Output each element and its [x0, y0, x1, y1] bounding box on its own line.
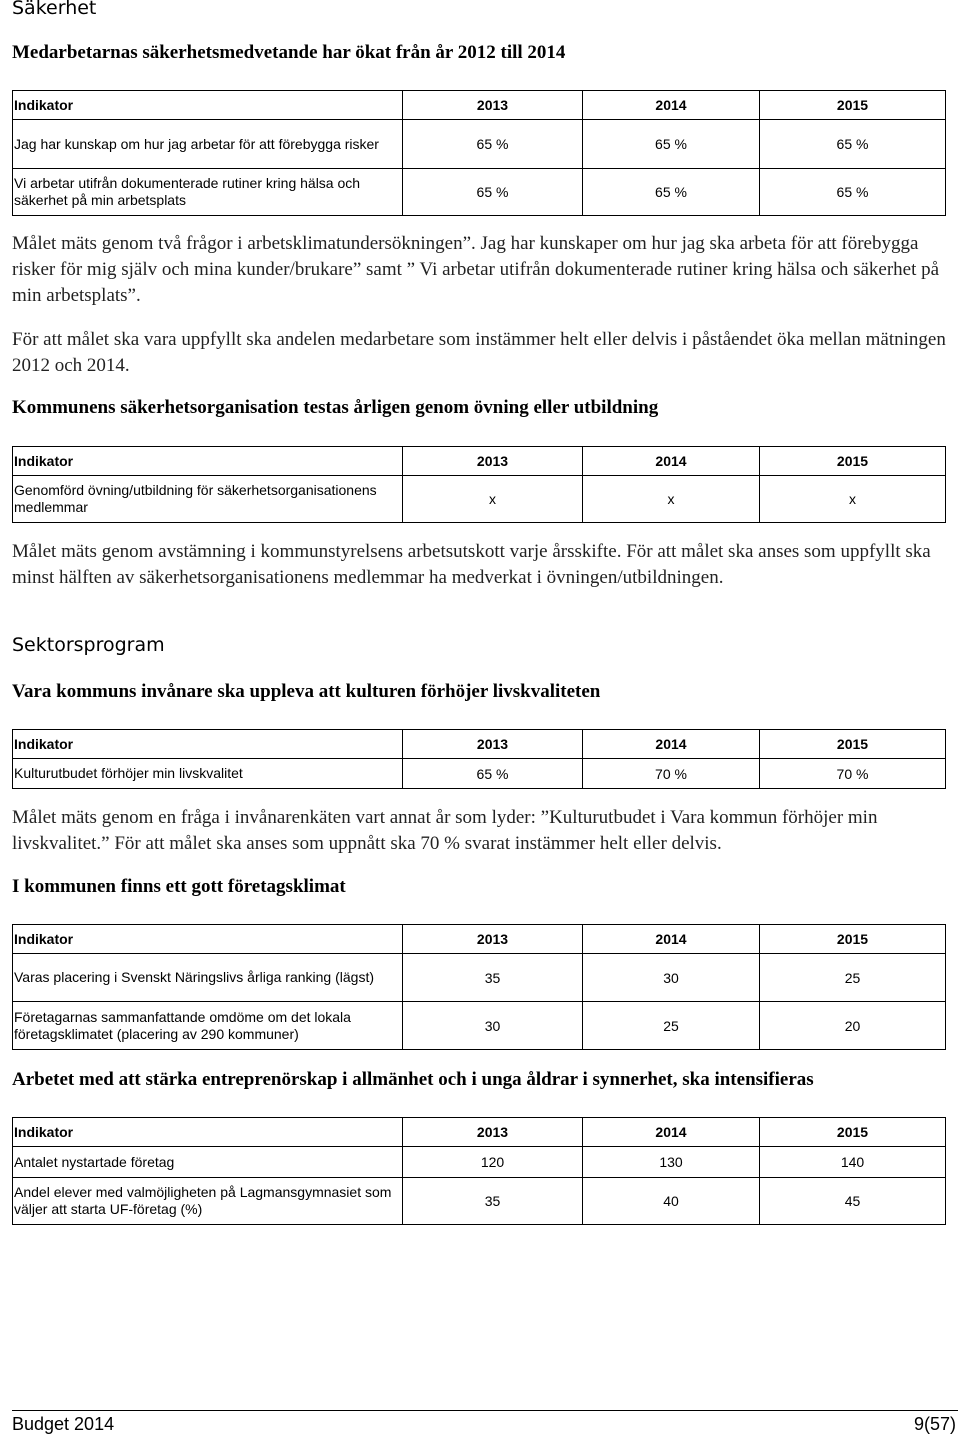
section-title-sakerhet: Säkerhet	[12, 0, 97, 19]
table-header-year: 2014	[583, 91, 760, 120]
indicator-value: 45	[760, 1178, 946, 1225]
table-header-year: 2015	[760, 91, 946, 120]
indicator-value: 65 %	[403, 759, 583, 789]
paragraph: För att målet ska vara uppfyllt ska andelen medarbetare som instämmer helt eller delvis i påståendet öka mellan mätningen 2012 och 2014.	[12, 329, 946, 376]
indicator-value: 35	[403, 954, 583, 1002]
table-header-year: 2013	[403, 91, 583, 120]
indicator-label: Vi arbetar utifrån dokumenterade rutiner kring hälsa och säkerhet på min arbetsplats	[13, 169, 403, 216]
goal-heading: Arbetet med att stärka entreprenörskap i allmänhet och i unga åldrar i synnerhet, ska intensifieras	[12, 1069, 814, 1090]
table-row	[13, 476, 946, 523]
indicator-value: 65 %	[583, 120, 760, 169]
indicator-table	[12, 90, 946, 216]
indicator-table	[12, 446, 946, 523]
indicator-value: 30	[583, 954, 760, 1002]
table-header-year: 2013	[403, 1118, 583, 1147]
indicator-value: 130	[583, 1147, 760, 1178]
footer-page-number: 9(57)	[913, 1414, 956, 1434]
table-row	[13, 120, 946, 169]
table-header-year: 2015	[760, 925, 946, 954]
footer-divider	[12, 1410, 958, 1411]
paragraph: Målet mäts genom två frågor i arbetsklimatundersökningen”. Jag har kunskaper om hur jag ska arbeta för att förebygga risker för mig själv och mina kunder/brukare” samt ” Vi arbetar utifrån dokumenterade rutiner kring hälsa och säkerhet på min arbetsplats”.	[12, 233, 940, 306]
table-row	[13, 1178, 946, 1225]
table-header-indikator: Indikator	[13, 730, 403, 759]
indicator-value: 25	[760, 954, 946, 1002]
indicator-value: 25	[583, 1002, 760, 1050]
indicator-value: 140	[760, 1147, 946, 1178]
table-header-year: 2014	[583, 730, 760, 759]
indicator-value: x	[760, 476, 946, 523]
paragraph: Målet mäts genom avstämning i kommunstyrelsens arbetsutskott varje årsskifte. För att målet ska anses som uppfyllt ska minst hälften av säkerhetsorganisationens medlemmar ha medverkat i övningen/utbildningen.	[12, 541, 931, 588]
table-header-year: 2014	[583, 1118, 760, 1147]
indicator-value: 65 %	[583, 169, 760, 216]
indicator-value: 120	[403, 1147, 583, 1178]
indicator-value: x	[583, 476, 760, 523]
table-row	[13, 169, 946, 216]
table-header-year: 2015	[760, 730, 946, 759]
indicator-value: 65 %	[760, 169, 946, 216]
goal-heading: Vara kommuns invånare ska uppleva att kulturen förhöjer livskvaliteten	[12, 681, 601, 702]
indicator-table	[12, 924, 946, 1050]
table-header-year: 2014	[583, 925, 760, 954]
indicator-value: 70 %	[583, 759, 760, 789]
table-row	[13, 1002, 946, 1050]
goal-heading: Kommunens säkerhetsorganisation testas årligen genom övning eller utbildning	[12, 397, 659, 418]
indicator-table	[12, 1117, 946, 1225]
indicator-label: Företagarnas sammanfattande omdöme om det lokala företagsklimatet (placering av 290 kommuner)	[13, 1002, 403, 1050]
indicator-label: Genomförd övning/utbildning för säkerhetsorganisationens medlemmar	[13, 476, 403, 523]
indicator-value: 20	[760, 1002, 946, 1050]
table-header-year: 2014	[583, 447, 760, 476]
indicator-label: Varas placering i Svenskt Näringslivs årliga ranking (lägst)	[13, 954, 403, 1002]
table-header-year: 2013	[403, 925, 583, 954]
indicator-value: 65 %	[403, 120, 583, 169]
indicator-label: Andel elever med valmöjligheten på Lagmansgymnasiet som väljer att starta UF-företag (%)	[13, 1178, 403, 1225]
indicator-value: 65 %	[403, 169, 583, 216]
table-header-indikator: Indikator	[13, 925, 403, 954]
indicator-label: Antalet nystartade företag	[13, 1147, 403, 1178]
goal-heading: Medarbetarnas säkerhetsmedvetande har ökat från år 2012 till 2014	[12, 42, 566, 63]
table-row	[13, 1147, 946, 1178]
table-header-indikator: Indikator	[13, 447, 403, 476]
indicator-table	[12, 729, 946, 789]
table-header-indikator: Indikator	[13, 91, 403, 120]
footer-document-title: Budget 2014	[12, 1414, 115, 1434]
indicator-value: x	[403, 476, 583, 523]
table-header-year: 2013	[403, 447, 583, 476]
indicator-label: Kulturutbudet förhöjer min livskvalitet	[13, 759, 403, 789]
indicator-value: 40	[583, 1178, 760, 1225]
paragraph: Målet mäts genom en fråga i invånarenkäten vart annat år som lyder: ”Kulturutbudet i Vara kommun förhöjer min livskvalitet.” För att målet ska anses som uppnått ska 70 % svarat instämmer helt eller delvis.	[12, 807, 878, 854]
table-row	[13, 954, 946, 1002]
table-header-year: 2015	[760, 447, 946, 476]
table-row	[13, 759, 946, 789]
table-header-year: 2015	[760, 1118, 946, 1147]
indicator-value: 70 %	[760, 759, 946, 789]
indicator-value: 30	[403, 1002, 583, 1050]
table-header-indikator: Indikator	[13, 1118, 403, 1147]
indicator-label: Jag har kunskap om hur jag arbetar för att förebygga risker	[13, 120, 403, 169]
indicator-value: 65 %	[760, 120, 946, 169]
goal-heading: I kommunen finns ett gott företagsklimat	[12, 876, 346, 897]
indicator-value: 35	[403, 1178, 583, 1225]
table-header-year: 2013	[403, 730, 583, 759]
section-title-sektorsprogram: Sektorsprogram	[12, 634, 165, 656]
